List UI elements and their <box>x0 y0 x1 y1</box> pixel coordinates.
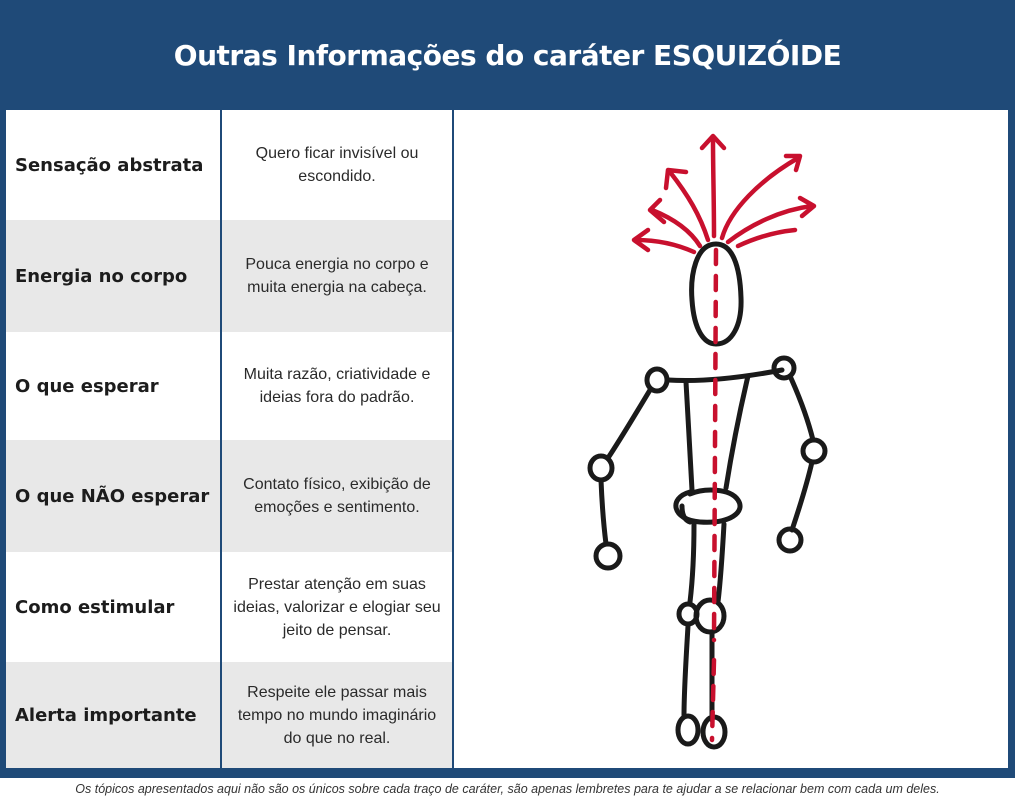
table-row <box>6 662 452 768</box>
row-description: Quero ficar invisível ou escondido. <box>222 110 452 220</box>
row-label: O que esperar <box>6 332 220 440</box>
schizoid-stick-figure-icon <box>454 110 1008 768</box>
row-description: Prestar atenção em suas ideias, valorizar e elogiar seu jeito de pensar. <box>222 552 452 662</box>
page-title: Outras Informações do caráter ESQUIZÓIDE <box>173 38 842 72</box>
column-divider <box>220 110 222 768</box>
illustration-panel <box>454 110 1008 768</box>
info-table <box>6 110 452 768</box>
row-description: Muita razão, criatividade e ideias fora do padrão. <box>222 332 452 440</box>
footnote: Os tópicos apresentados aqui não são os únicos sobre cada traço de caráter, são apenas lembretes para te ajudar a se relacionar bem com cada um deles. <box>75 782 940 796</box>
row-description: Contato físico, exibição de emoções e sentimento. <box>222 440 452 552</box>
table-row <box>6 110 452 220</box>
table-row <box>6 440 452 552</box>
row-label: Como estimular <box>6 552 220 662</box>
table-row <box>6 552 452 662</box>
table-row <box>6 220 452 332</box>
row-label: Sensação abstrata <box>6 110 220 220</box>
row-description: Respeite ele passar mais tempo no mundo imaginário do que no real. <box>222 662 452 768</box>
table-row <box>6 332 452 440</box>
row-label: Energia no corpo <box>6 220 220 332</box>
row-label: Alerta importante <box>6 662 220 768</box>
row-description: Pouca energia no corpo e muita energia na cabeça. <box>222 220 452 332</box>
page-header <box>0 0 1015 110</box>
row-label: O que NÃO esperar <box>6 440 220 552</box>
